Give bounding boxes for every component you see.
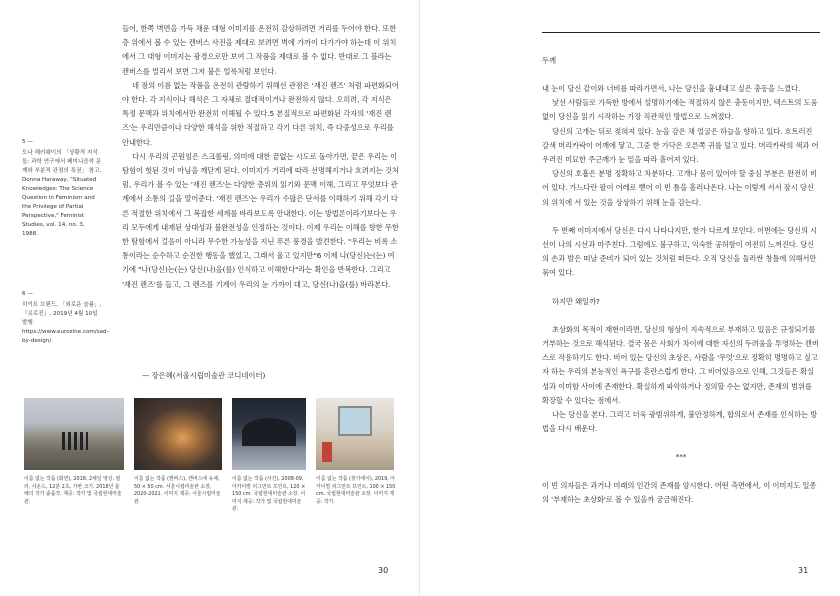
window-shape: [338, 406, 372, 436]
right-paragraph-1: 내 눈이 당신 같이와 너비를 따라가면서, 나는 당신을 흉내내고 싶은 충동을 느꼈다.: [542, 84, 801, 93]
red-object-shape: [322, 442, 332, 462]
artwork-photo-landscape: [24, 398, 124, 470]
right-paragraph-6: 초상화의 목적이 재현이라면, 당신의 형상이 지속적으로 부재하고 있음은 규정되기를 거부하는 것으로 해석된다. 결국 몸은 사회가 차이에 대한 자신의 두려움을 투영하는 캔버스로 작용하기도 한다. 비어 있는 당신의 초상은, 사람을 '무엇'으로 정확히 명명하고 싶고자 하는 우리의 본능적인 욕구를 혼란스럽게 한다. 그 비어있음으로 인해, 그것들은 확실성과 이미함 사이에 존재한다. 확실하게 파악하거나 정의할 수는 없지만, 존재의 범위를 확장할 수 있다는 점에서.: [542, 324, 819, 405]
footnote-5-text: 도나 해러웨이의 「상황적 지식들: 과학 연구에서 페미니즘적 문제와 부분적 관점의 특권」 참고. Donna Haraway, "Situated Knowledges: The Science Question in Feminism and the Privilege of Partial Perspective," Feminist Studies, vol. 14, no. 3, 1988.: [22, 150, 102, 237]
right-paragraph-2: 낯선 사람들로 가득한 방에서 설명하기에는 적절하지 않은 충동이지만, 텍스트의 도움 없이 당신을 읽기 시작하는 가장 직관적인 방법으로 느껴졌다.: [542, 98, 818, 122]
left-paragraph-2: 네 점의 이름 없는 작품을 온전히 관람하기 위해선 관점은 '재진 렌즈' 처럼 파편화되어야 한다. 각 지식이나 해석은 그 자체로 절대적이거나 완전하지 않다. 오히려, 각 지식은 특정 문맥과 위치에서만 완전히 이해될 수 있다.5 본질적으로 파편화된 각자의 '재진 렌즈'는 우리만큼이나 다양한 해석을 위한 적절하고 각기 다른 위치, 즉 다중성으로 우리를 안내한다.: [122, 80, 399, 147]
left-paragraph-3: 다시 우리의 곤원임은 스크롤링, 의미에 대한 끝없는 시도로 돌아가면, 끝은 우리는 이 탐험이 헛된 것이 아님을 깨닫게 된다. 이미지가 거리에 따라 선명해지거나 흐려지는 것처럼, 우리가 볼 수 있는 '재진 렌즈'는 다양한 층위의 읽기와 문맥 이해, 그리고 무엇보다 관계에서 소통의 길을 열어준다. '재진 렌즈'는 우리가 수많은 단서를 이해하기 위해 각기 다른 적절한 위치에서 그 복잡한 세계를 바라보도록 안내한다. 이는 방법론이라기보다는 우리 모두에게 내재된 상대성과 불완전성을 인정하는 것이다. 이제 우리는 이해를 향한 무한한 탐험에서 걸음이 아니라 무수한 가능성을 지닌 푸른 풍경을 발견한다. "우리는 비록 소통이라는 순수하고 순진한 행동을 했었고, 그래서 울고 있지만"6 이제 나(당신)는(는) 여기에 "나(당신)는(는) 당신(나)을(를) 인식하고 이해한다"라는 확인을 반복한다. 그리고 '재진 렌즈'를 들고, 그 렌즈를 기계이 우리의 눈 가까이 대고, 당신(나)을(를) 바라본다.: [122, 151, 399, 289]
right-body-text: [542, 82, 820, 507]
mountain-shape: [242, 418, 296, 446]
left-paragraph-1: 들어, 한쪽 벽면을 가득 채운 대형 이미지를 온전히 감상하려면 거리를 두어야 한다. 또한 층 위에서 볼 수 있는 캔버스 사진을 제대로 보려면 벽에 가까이 다가가야 하는데 이 위치에서 그 대형 이미지는 광경으로만 보여 그 작품을 제대로 볼 수 없다. 반대로 그 블라는 캔버스를 멀리서 보면 그저 불은 얼룩처럼 보인다.: [122, 24, 397, 76]
footnote-5-number: 5 —: [22, 139, 33, 145]
footnote-5: [22, 138, 102, 239]
section-divider-stars: ***: [675, 452, 687, 462]
top-rule: [542, 32, 820, 33]
right-question: 하지만 왜일까?: [552, 296, 600, 306]
footnote-6-number: 6 —: [22, 291, 33, 297]
right-paragraph-5: 두 번째 이미지에서 당신은 다시 나타나지만, 한가 다르게 보인다. 이번에는 당신의 시선이 나의 시선과 마주친다. 그럼에도 불구하고, 익숙한 공허함이 여전히 느껴진다. 당신의 손과 발은 떠날 준비가 되어 있는 것처럼 떠든다. 오직 당신을 둘러싼 창틀에 의해서만 묶여 있다.: [542, 225, 818, 278]
photo-caption-4: 이름 없는 작품 (창가에서), 2019, 아카이벌 피그먼트 프린트, 100 × 150 cm. 국립현대미술관 소장. 이미지 제공: 작가.: [316, 476, 396, 505]
right-paragraph-3: 당신의 고개는 뒤로 젖혀져 있다. 눈을 감은 채 얼굴은 하늘을 향하고 있다. 흐트러진 갈색 머리카락이 어깨에 닿고, 그중 한 가닥은 오른쪽 귀를 덮고 있다. 머리카락의 색과 어우러진 미묘한 주근깨가 눈 밑을 따라 흩어져 있다.: [542, 126, 819, 165]
figures-shape: [62, 432, 88, 450]
left-body-text: [122, 22, 400, 292]
artwork-photo-mountain: [232, 398, 306, 470]
footnote-6-text: 히이트 브랜드, 「외로운 슬픔」, 『유로진』, 2019년 4월 10일 발행. https://www.eurozine.com/sad-by-design/.: [22, 302, 109, 344]
photo-caption-2: 이름 없는 작품 (캔버스), 캔버스에 유채, 50 × 50 cm. 서울시립미술관 소장, 2020-2021. 이미지 제공: 서울시립미술관.: [134, 476, 221, 505]
right-page: [420, 0, 840, 596]
artwork-photo-canvas: [134, 398, 222, 470]
page-number-left: 30: [378, 566, 389, 575]
photo-caption-3: 이름 없는 작품 (사진), 2008-09, 아카이벌 피그먼트 프린트, 120 × 150 cm. 국립현대미술관 소장. 이미지 제공: 작가 및 국립현대미술관.: [232, 476, 306, 513]
photo-caption-1: 이름 없는 작품 (화면), 2018, 2채널 영상, 컬러, 사운드, 12분 2초, 가변 크기. 2018년 올해의 작가 출품작. 제공: 작가 및 국립현대미술관.: [24, 476, 122, 505]
section-label: 두께: [542, 56, 557, 65]
footnote-6: [22, 290, 109, 346]
right-paragraph-7: 나는 당신을 본다. 그리고 더욱 광범위하게, 불안정하게, 합의로서 존재를 인식하는 방법을 다시 배운다.: [542, 410, 818, 434]
right-paragraph-8: 이 빈 의자들은 과거나 미래의 인간의 존재를 암시한다. 어떤 측면에서, 이 이미지도 일종의 '부재하는 초상화'로 볼 수 있을까 궁금해진다.: [542, 480, 817, 504]
artwork-photo-window: [316, 398, 394, 470]
author-credit: — 장은혜(서울시립미술관 코디네이터): [142, 371, 266, 380]
page-number-right: 31: [798, 566, 809, 575]
right-paragraph-4: 당신의 호흡은 분명 정확하고 차분하다. 고개나 몸이 있어야 할 중심 부분은 완전히 비어 있다. 가느다란 팔이 어레로 뻗어 이 빈 틈을 흘러나온다. 나는 이렇게 서서 잠시 당신의 위치에 서 있는 것을 상상하기 위해 눈을 감는다.: [542, 169, 818, 207]
